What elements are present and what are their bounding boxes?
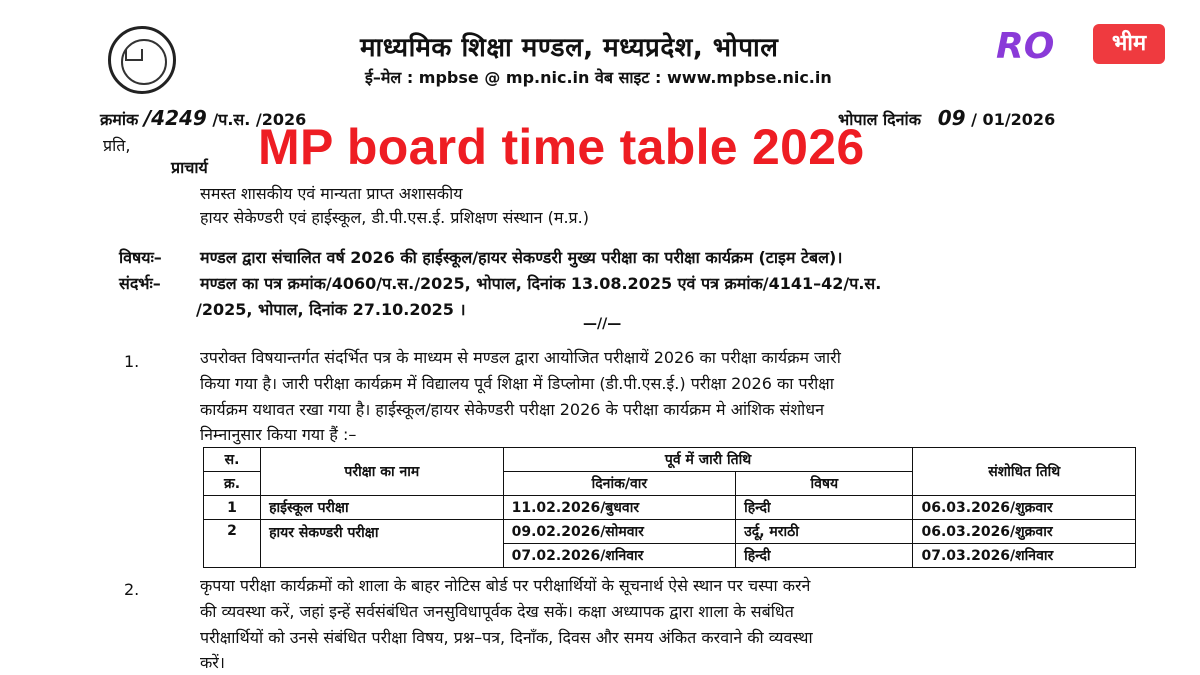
separator: —//—: [583, 316, 622, 332]
board-contact: ई–मेल : mpbse @ mp.nic.in वेब साइट : www.mpbse.nic.in: [365, 68, 832, 87]
table-row: [204, 496, 1136, 520]
revised-schedule-table: [203, 447, 1136, 568]
reference-label: संदर्भः–: [119, 274, 161, 293]
ref-handwritten-number: /4249: [143, 106, 207, 130]
paragraph-1-line: निम्नानुसार किया गया हैं :–: [200, 425, 357, 444]
subject-label: विषयः–: [119, 248, 162, 267]
cell-revised: 06.03.2026/शुक्रवार: [913, 496, 1136, 520]
cell-subject: उर्दू, मराठी: [736, 520, 913, 544]
header-sno: स.: [204, 448, 261, 472]
cell-sno: 1: [204, 496, 261, 520]
board-title: माध्यमिक शिक्षा मण्डल, मध्यप्रदेश, भोपाल: [360, 33, 779, 63]
date-handwritten-day: 09: [937, 106, 966, 130]
bheem-logo: भीम: [1093, 24, 1165, 64]
reference-text-line-2: /2025, भोपाल, दिनांक 27.10.2025 ।: [196, 300, 466, 319]
cell-date: 09.02.2026/सोमवार: [503, 520, 735, 544]
header-date-day: दिनांक/वार: [503, 472, 735, 496]
overlay-headline: MP board time table 2026: [258, 119, 865, 175]
to-label: प्रति,: [103, 136, 131, 155]
paragraph-2-line: कृपया परीक्षा कार्यक्रमों को शाला के बाहर नोटिस बोर्ड पर परीक्षार्थियों के सूचनार्थ ऐसे स्थान पर चस्पा करने: [200, 576, 811, 595]
cell-subject: हिन्दी: [736, 544, 913, 568]
header-sno-kra: क्र.: [204, 472, 261, 496]
cell-revised: 06.03.2026/शुक्रवार: [913, 520, 1136, 544]
board-seal-icon: [108, 26, 176, 94]
paragraph-2-number: 2.: [124, 580, 140, 599]
header-revised-date: संशोधित तिथि: [913, 448, 1136, 496]
cell-revised: 07.03.2026/शनिवार: [913, 544, 1136, 568]
paragraph-1-line: उपरोक्त विषयान्तर्गत संदर्भित पत्र के माध्यम से मण्डल द्वारा आयोजित परीक्षायें 2026 का परीक्षा कार्यक्रम जारी: [200, 348, 841, 367]
seal-book-icon: [125, 49, 143, 61]
paragraph-1-line: कार्यक्रम यथावत रखा गया है। हाईस्कूल/हायर सेकेण्डरी परीक्षा 2026 के परीक्षा कार्यक्रम मे आंशिक संशोधन: [200, 400, 825, 419]
cell-sno: 2: [204, 520, 261, 568]
paragraph-2-line: की व्यवस्था करें, जहां इन्हें सर्वसंबंधित जनसुविधापूर्वक देख सकें। कक्षा अध्यापक द्वारा शाला के सबंधित: [200, 602, 794, 621]
header-exam-name: परीक्षा का नाम: [261, 448, 504, 496]
ro-logo: RO: [996, 26, 1055, 67]
date-month-year: / 01/2026: [971, 110, 1056, 129]
paragraph-2-line: करें।: [200, 653, 225, 672]
seal-inner-ring: [121, 39, 167, 85]
header-subject: विषय: [736, 472, 913, 496]
paragraph-1-number: 1.: [124, 352, 140, 371]
table-header-row: [204, 448, 1136, 472]
addressee-principal: प्राचार्य: [171, 158, 208, 177]
subject-text: मण्डल द्वारा संचालित वर्ष 2026 की हाईस्कूल/हायर सेकण्डरी मुख्य परीक्षा का परीक्षा कार्यक्रम (टाइम टेबल)।: [200, 248, 843, 267]
reference-text-line-1: मण्डल का पत्र क्रमांक/4060/प.स./2025, भोपाल, दिनांक 13.08.2025 एवं पत्र क्रमांक/4141–42/प.स.: [200, 274, 882, 293]
ref-prefix: क्रमांक: [100, 110, 139, 129]
place-label: भोपाल दिनांक: [838, 110, 921, 129]
paragraph-1-line: किया गया है। जारी परीक्षा कार्यक्रम में विद्यालय पूर्व शिक्षा में डिप्लोमा (डी.पी.एस.ई.) परीक्षा 2026 का परीक्षा: [200, 374, 834, 393]
cell-date: 11.02.2026/बुधवार: [503, 496, 735, 520]
table-row: [204, 520, 1136, 544]
cell-exam: हाईस्कूल परीक्षा: [261, 496, 504, 520]
addressee-line-3: हायर सेकेण्डरी एवं हाईस्कूल, डी.पी.एस.ई. प्रशिक्षण संस्थान (म.प्र.): [200, 208, 589, 227]
cell-subject: हिन्दी: [736, 496, 913, 520]
addressee-line-2: समस्त शासकीय एवं मान्यता प्राप्त अशासकीय: [200, 184, 463, 203]
letter-date: [838, 106, 1055, 130]
header-previous-date: पूर्व में जारी तिथि: [503, 448, 913, 472]
ref-suffix: /प.स. /2026: [212, 110, 307, 129]
paragraph-2-line: परीक्षार्थियों को उनसे संबंधित परीक्षा विषय, प्रश्न–पत्र, दिनाँक, दिवस और समय अंकित करवाने की व्यवस्था: [200, 628, 813, 647]
cell-date: 07.02.2026/शनिवार: [503, 544, 735, 568]
cell-exam: हायर सेकण्डरी परीक्षा: [261, 520, 504, 568]
